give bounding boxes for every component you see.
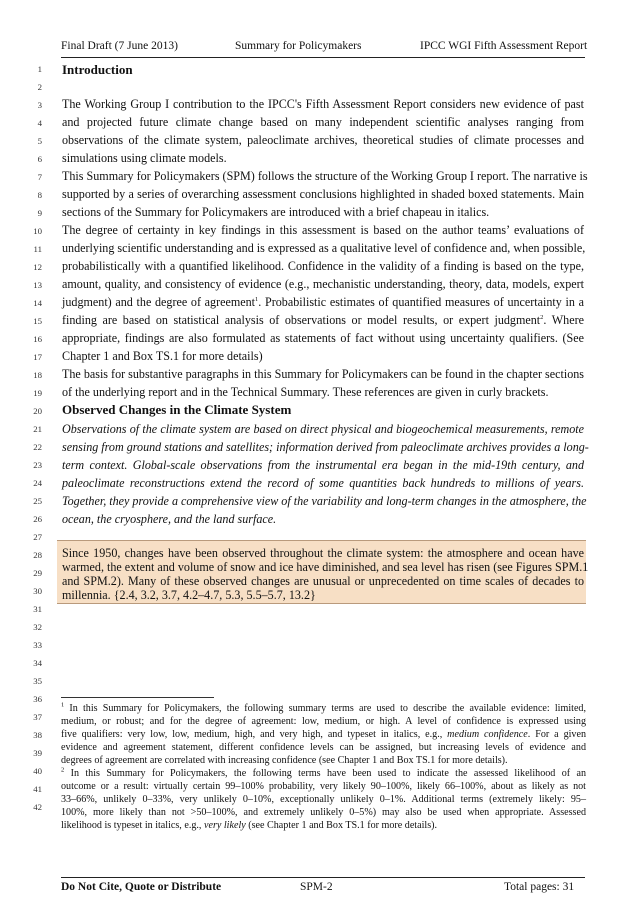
- text-line: observations of the climate system, paleoclimate archives, theoretical studies of climate processes and: [62, 133, 584, 147]
- text-run: five qualifiers: very low, low, medium, high, and very high, and typeset in italics, e.g.,: [61, 729, 448, 740]
- line-number: 28: [33, 550, 42, 560]
- text-line: and projected future climate change based on many independent scientific analyses ranging from: [62, 115, 584, 129]
- running-header-center: Summary for Policymakers: [235, 40, 362, 52]
- box-line: millennia. {2.4, 3.2, 3.7, 4.2–4.7, 5.3, 5.5–5.7, 13.2}: [62, 588, 316, 602]
- footnote-2-line: 33–66%, unlikely 0–33%, very unlikely 0–10%, exceptionally unlikely 0–1%. Additional terms (extremely likely: 95–: [61, 794, 586, 805]
- line-number: 4: [37, 118, 42, 128]
- chapeau-line: Observations of the climate system are based on direct physical and biogeochemical measurements, remote: [62, 422, 584, 436]
- footnote-ref-1[interactable]: 1: [255, 295, 259, 303]
- footer-total-pages: Total pages: 31: [504, 881, 575, 893]
- line-number: 18: [33, 370, 42, 380]
- line-number: 34: [33, 658, 42, 668]
- line-number: 24: [33, 478, 42, 488]
- text-run: judgment) and the degree of agreement: [62, 295, 256, 309]
- text-line: sections of the Summary for Policymakers are introduced with a brief chapeau in italics.: [62, 205, 490, 219]
- footnote-ref-2[interactable]: 2: [540, 313, 544, 321]
- text-run: In this Summary for Policymakers, the following summary terms are used to describe the available evidence: limited,: [64, 703, 586, 714]
- text-run-italic: very likely: [203, 820, 246, 831]
- box-line: Since 1950, changes have been observed throughout the climate system: the atmosphere and ocean have: [62, 546, 584, 560]
- footnote-marker-2: 2: [61, 766, 65, 774]
- footnote-1-line: evidence and agreement statement, different confidence levels can be assigned, but increasing levels of evidence and: [61, 742, 586, 753]
- footnote-2-line: 100%, more likely than not >50–100%, and extremely unlikely 0–5%) may also be used when appropriate. Assessed: [61, 807, 586, 818]
- line-number: 30: [33, 586, 42, 596]
- text-line: Chapter 1 and Box TS.1 for more details): [62, 349, 263, 363]
- line-number: 6: [37, 154, 42, 164]
- chapeau-line: paleoclimate reconstructions extend the record of some quantities back hundreds to millions of years.: [62, 476, 584, 490]
- text-line: The Working Group I contribution to the IPCC's Fifth Assessment Report considers new evidence of past: [62, 97, 584, 111]
- line-number: 26: [33, 514, 42, 524]
- line-number: 27: [33, 532, 42, 542]
- line-number: 10: [33, 226, 42, 236]
- line-number: 23: [33, 460, 42, 470]
- box-line: and SPM.2). Many of these observed changes are unusual or unprecedented on time scales of decades to: [62, 574, 584, 588]
- footer-page-number: SPM-2: [300, 881, 333, 893]
- line-number: 9: [37, 208, 42, 218]
- chapeau-line: term context. Global-scale observations from the instrumental era began in the mid-19th century, and: [62, 458, 584, 472]
- text-line: of the underlying report and in the Technical Summary. These references are given in curly brackets.: [62, 385, 549, 399]
- line-number: 39: [33, 748, 42, 758]
- line-number: 22: [33, 442, 42, 452]
- text-line: amount, quality, and consistency of evidence (e.g., mechanistic understanding, theory, data, models, expert: [62, 277, 584, 291]
- footnote-2-line: [61, 768, 586, 780]
- line-number: 8: [37, 190, 42, 200]
- line-number: 5: [37, 136, 42, 146]
- text-line: [62, 313, 584, 327]
- line-number: 31: [33, 604, 42, 614]
- text-line: simulations using climate models.: [62, 151, 227, 165]
- section-heading-observed-changes: Observed Changes in the Climate System: [62, 402, 292, 417]
- text-line: The degree of certainty in key findings in this assessment is based on the author teams’ evaluations of: [62, 223, 584, 237]
- line-number: 37: [33, 712, 42, 722]
- line-number: 3: [37, 100, 42, 110]
- line-number: 13: [33, 280, 42, 290]
- text-run: likelihood is typeset in italics, e.g.,: [61, 820, 204, 831]
- text-line: appropriate, findings are also formulated as statements of fact without using uncertainty qualifiers. (See: [62, 331, 584, 345]
- line-number: 14: [33, 298, 42, 308]
- line-number: 1: [37, 64, 42, 74]
- footer-left: Do Not Cite, Quote or Distribute: [61, 881, 222, 893]
- text-run: . For a given: [527, 729, 586, 740]
- chapeau-line: ocean, the cryosphere, and the land surface.: [62, 512, 277, 526]
- line-number: 19: [33, 388, 42, 398]
- footnote-2-line: outcome or a result: virtually certain 99–100% probability, very likely 90–100%, likely 66–100%, about as likely as not: [61, 781, 586, 792]
- line-number: 41: [33, 784, 42, 794]
- line-number: 7: [37, 172, 42, 182]
- text-run: (see Chapter 1 and Box TS.1 for more details).: [245, 820, 438, 831]
- chapeau-line: sensing from ground stations and satellites; information derived from paleoclimate archives provides a long-: [62, 440, 589, 454]
- text-line: supported by a series of overarching assessment conclusions highlighted in shaded boxed statements. Main: [62, 187, 584, 201]
- footnote-1-line: degrees of agreement are correlated with increasing confidence (see Chapter 1 and Box TS.1 for more details).: [61, 755, 508, 766]
- footnote-separator: [61, 697, 214, 698]
- line-number: 15: [33, 316, 42, 326]
- section-heading-introduction: Introduction: [62, 62, 133, 77]
- footnote-1-line: [61, 703, 586, 715]
- text-line: [62, 295, 584, 309]
- line-number: 42: [33, 802, 42, 812]
- line-number: 29: [33, 568, 42, 578]
- text-run: In this Summary for Policymakers, the following terms have been used to indicate the assessed likelihood of an: [64, 768, 586, 779]
- line-number: 38: [33, 730, 42, 740]
- line-number: 17: [33, 352, 42, 362]
- line-number: 12: [33, 262, 42, 272]
- line-number: 36: [33, 694, 42, 704]
- line-number: 11: [33, 244, 42, 254]
- line-number: 16: [33, 334, 42, 344]
- running-header-left: Final Draft (7 June 2013): [61, 40, 178, 52]
- box-line: warmed, the extent and volume of snow and ice have diminished, and sea level has risen (see Figures SPM.1: [62, 560, 589, 574]
- line-number: 21: [33, 424, 42, 434]
- header-rule: [61, 57, 585, 58]
- line-number: 35: [33, 676, 42, 686]
- line-number: 2: [37, 82, 42, 92]
- line-number: 25: [33, 496, 42, 506]
- text-run-italic: medium confidence: [447, 729, 528, 740]
- footnote-marker-1: 1: [61, 701, 65, 709]
- line-number: 33: [33, 640, 42, 650]
- line-number: 20: [33, 406, 42, 416]
- text-line: probabilistically with a quantified likelihood. Confidence in the validity of a finding is based on the type,: [62, 259, 584, 273]
- text-run: . Where: [543, 313, 584, 327]
- footnote-1-line: medium, or robust; and for the degree of agreement: low, medium, or high. A level of confidence is expressed using: [61, 716, 586, 727]
- chapeau-line: Together, they provide a comprehensive view of the variability and long-term changes in the atmosphere, the: [62, 494, 587, 508]
- text-line: The basis for substantive paragraphs in this Summary for Policymakers can be found in the chapter sections: [62, 367, 584, 381]
- footnote-1-line: [61, 729, 586, 741]
- line-number: 32: [33, 622, 42, 632]
- text-run: . Probabilistic estimates of quantified measures of uncertainty in a: [258, 295, 584, 309]
- line-number: 40: [33, 766, 42, 776]
- text-run: finding are based on statistical analysis of observations or model results, or expert judgment: [62, 313, 541, 327]
- text-line: underlying scientific understanding and is expressed as a qualitative level of confidence and, when possible,: [62, 241, 586, 255]
- text-line: This Summary for Policymakers (SPM) follows the structure of the Working Group I report. The narrative is: [62, 169, 588, 183]
- footnote-2-line: [61, 820, 586, 832]
- running-header-right: IPCC WGI Fifth Assessment Report: [420, 40, 588, 52]
- footer-rule: [61, 877, 585, 878]
